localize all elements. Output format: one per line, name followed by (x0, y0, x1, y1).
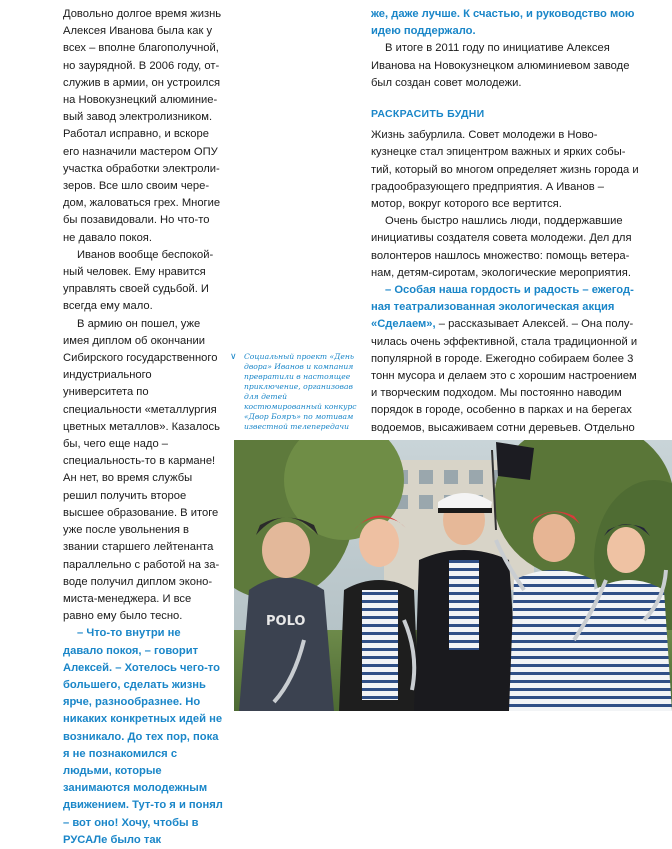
paragraph-rest: – рассказывает Алексей. – Она получилась очень эффективной, стала традиционной и популярной в городе. Ежегодно собираем более 3 тонн мусора и делаем это с хорошим настроением и творческим подходом. Мы постоянно наводим порядок в городе, особенно в парках и на берегах водоемов, высаживаем сотни деревьев. Отдельно (371, 318, 638, 434)
quote-paragraph: – Что-то внутри не давало покоя, – говорит Алексей. – Хотелось чего-то большего, сделать жизнь ярче, разнообразнее. Но никаких конкретных идей не возникало. До тех пор, пока я не познакомился с людьми, которые занимаются молодежным движением. Тут-то я и понял – вот оно! Хочу, чтобы в РУСАЛе было так (63, 627, 223, 846)
quote-continuation: же, даже лучше. К счастью, и руководство мою идею поддержало. (371, 8, 635, 38)
paragraph: Очень быстро нашлись люди, поддержавшие инициативы создателя совета молодежи. Дел для волонтеров нашлось множество: помощь ветеранам, детям-сиротам, экологические мероприятия. (371, 215, 632, 279)
paragraph: Иванов вообще беспокойный человек. Ему нравится управлять своей судьбой. И всегда ему мало. (63, 248, 214, 313)
caption-text: Социальный проект «День двора» Иванов и компания превратили в настоящее приключение, организовав для детей костюмированный конкурс «Двор Бояръ» по мотивам известной телепередачи (244, 352, 357, 431)
photo-caption (230, 352, 360, 432)
right-column (371, 6, 639, 471)
paragraph: В армию он пошел, уже имея диплом об окончании Сибирского государственного индустриального университета по специальности «металлургия цветных металлов». Казалось бы, чего еще надо – специальность-то в кармане! Ан нет, во время службы решил получить второе высшее образование. В итоге уже после увольнения в звании старшего лейтенанта параллельно с работой на заводе получил диплом экономиста-менеджера. И все равно ему было тесно. (63, 317, 220, 623)
paragraph: В итоге в 2011 году по инициативе Алексея Иванова на Новокузнецком алюминиевом заводе был создан совет молодежи. (371, 42, 630, 89)
paragraph: Довольно долгое время жизнь Алексея Иванова была как у всех – вполне благополучной, но заурядной. В 2006 году, отслужив в армии, он устроился на Новокузнецкий алюминиевый завод электролизником. Работал исправно, и вскоре его назначили мастером ОПУ участка обработки электролизеров. Все шло своим чередом, жаловаться грех. Многие бы позавидовали. Но что-то не давало покоя. (63, 8, 222, 244)
left-column (63, 6, 223, 849)
paragraph: Жизнь забурлила. Совет молодежи в Новокузнецке стал эпицентром важных и ярких событий, который во многом определяет жизнь города и градообразующего предприятия. А Иванов – мотор, вокруг которого все вертится. (371, 129, 639, 211)
group-photo (234, 440, 672, 711)
quote-highlight: – Особая наша гордость и радость – ежегодная театрализованная экологическая акция «Сделаем», (371, 284, 634, 331)
section-heading: РАСКРАСИТЬ БУДНИ (371, 108, 485, 121)
chevron-down-icon: ∨ (230, 352, 237, 362)
hoodie-text: POLO (266, 614, 306, 629)
